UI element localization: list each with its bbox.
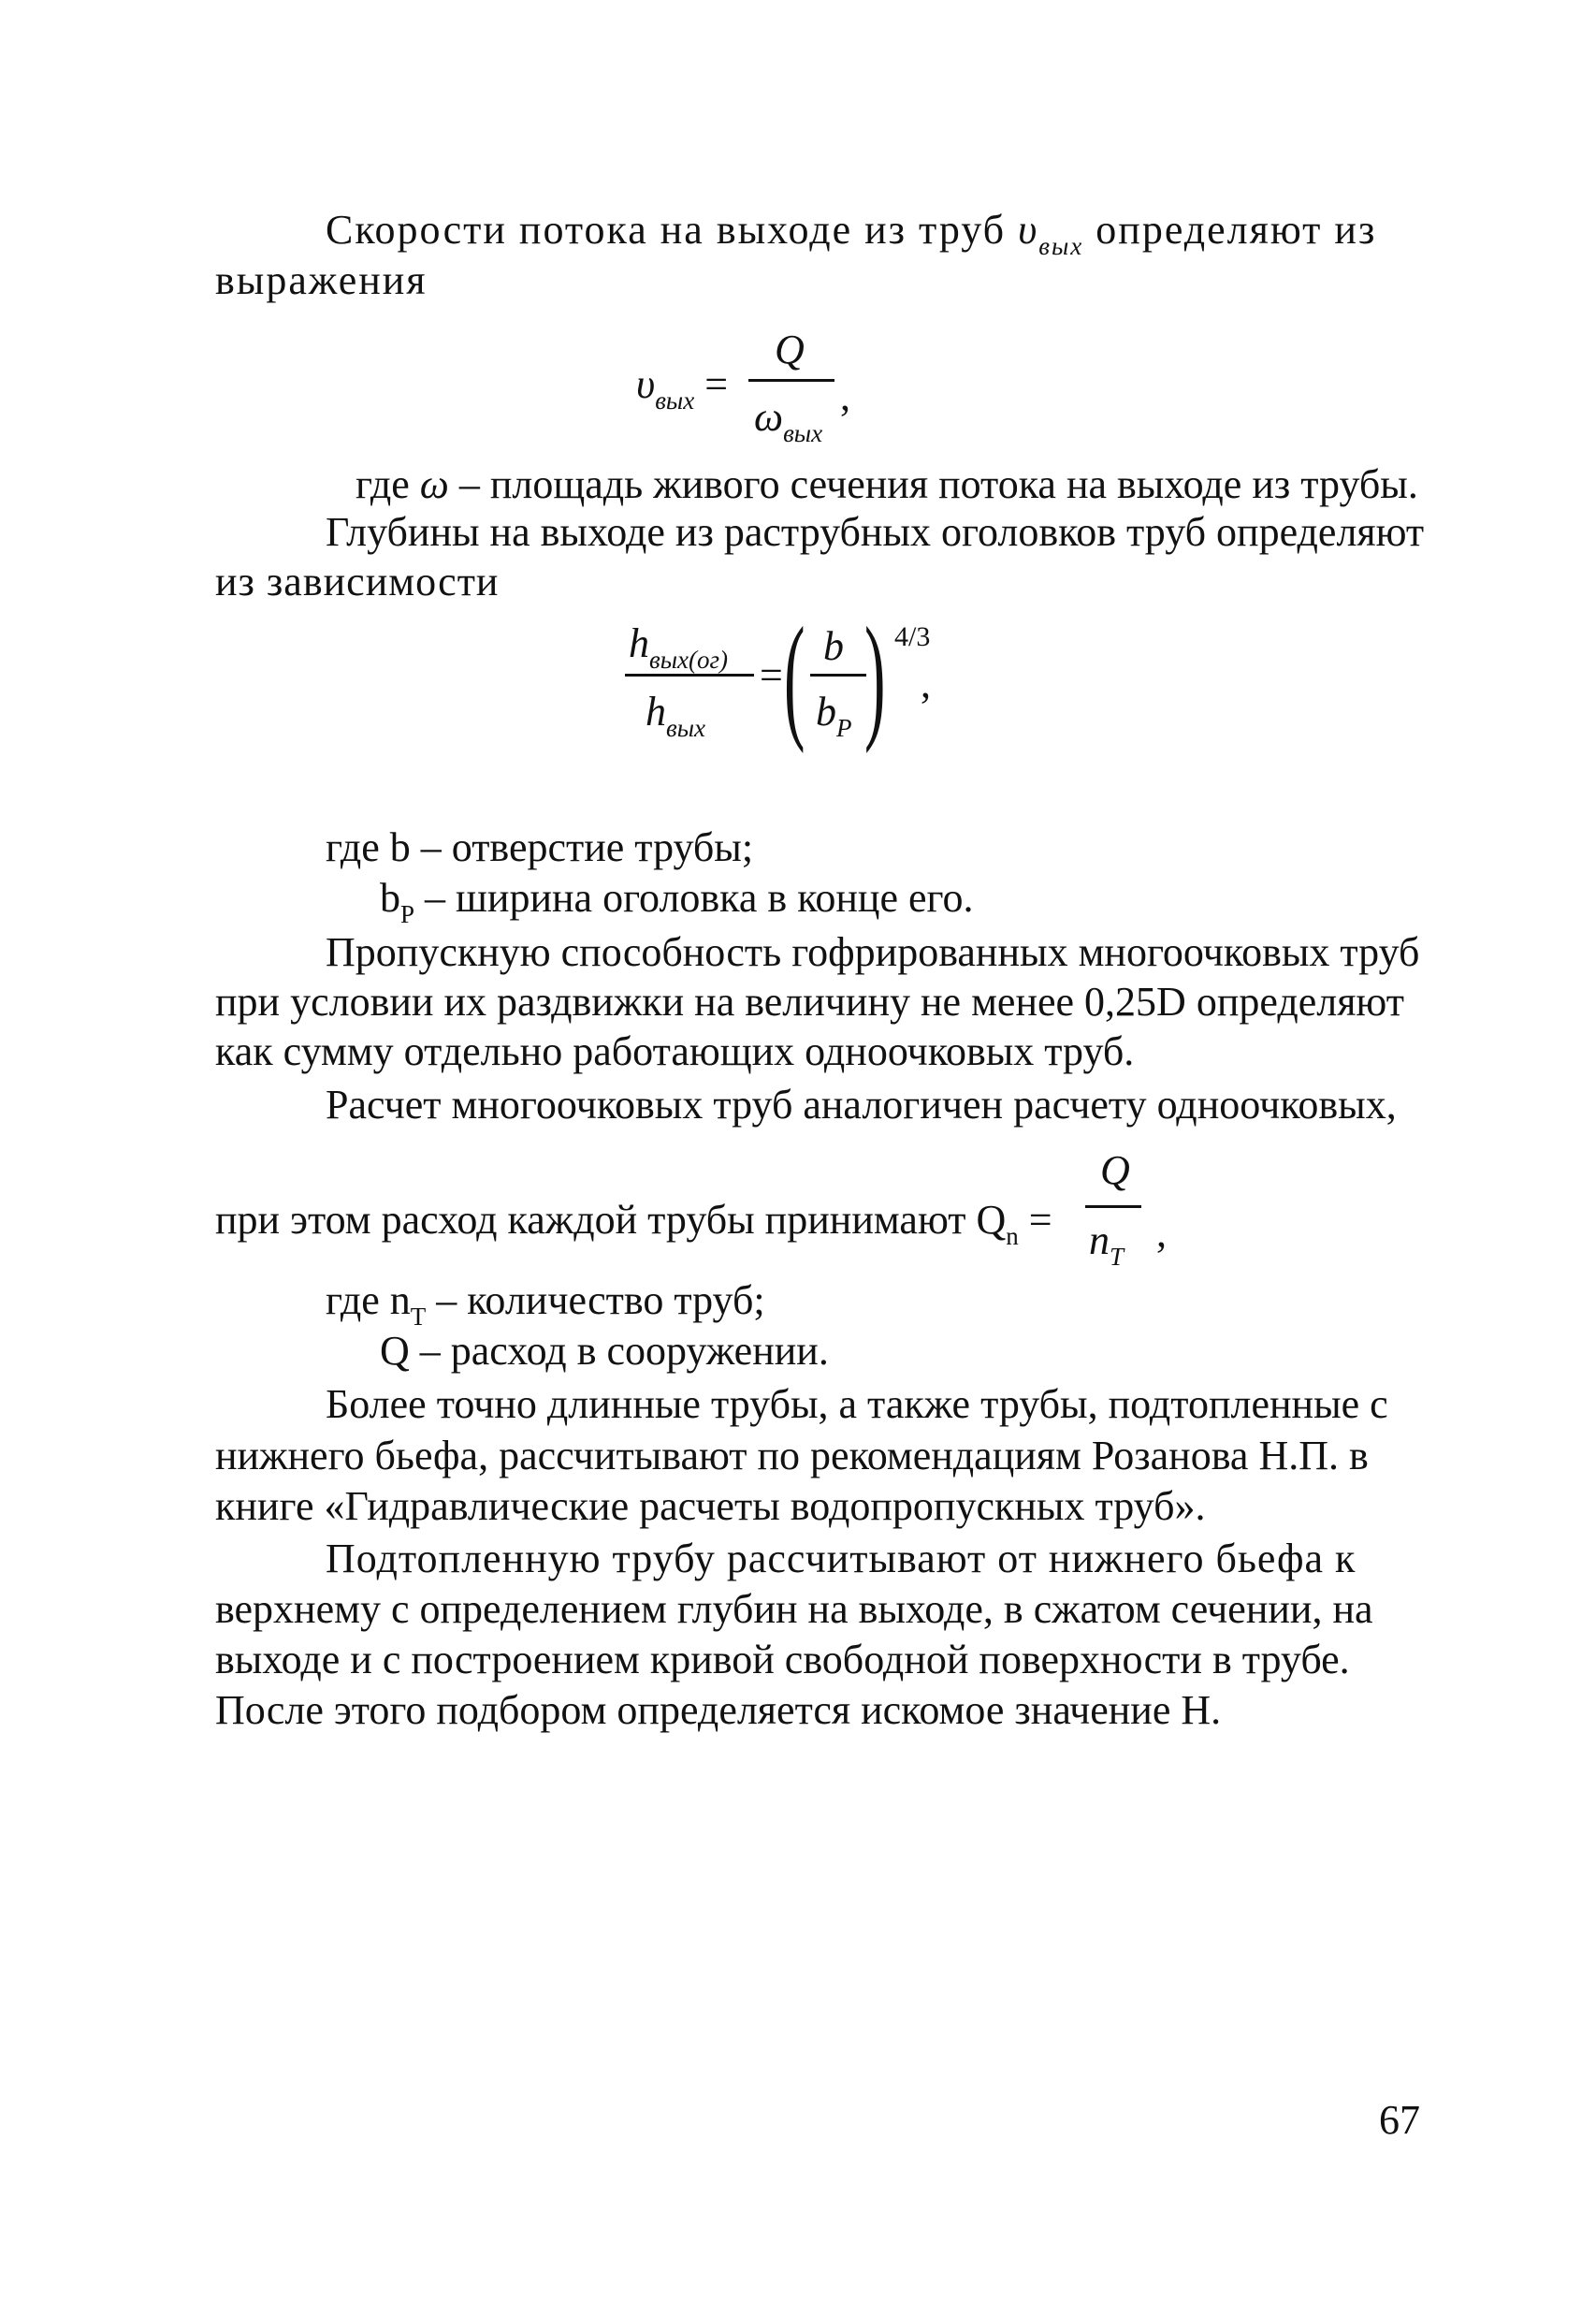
f1-denominator: $\omega_{вых}$ — [754, 394, 823, 447]
f2-left-paren: ( — [784, 599, 805, 754]
f1-fraction-bar — [748, 379, 834, 382]
f2-inner-denominator: $b_P$ — [816, 689, 852, 742]
f1-numerator: Q — [775, 327, 805, 372]
f2-inner-numerator: b — [823, 623, 844, 669]
paragraph-6-line-3: выходе и с построением кривой свободной поверхности в трубе. — [215, 1637, 1350, 1682]
page-number: 67 — [1379, 2097, 1420, 2143]
f2-fraction-bar — [625, 674, 754, 677]
paragraph-1-line-1 — [326, 206, 1413, 259]
p1-text: Скорости потока на выходе из труб — [326, 207, 1007, 253]
paragraph-5-line-1: Более точно длинные трубы, а также трубы, подтопленные с — [326, 1381, 1388, 1427]
f2-right-paren: ) — [864, 599, 886, 754]
p4-comma: , — [1156, 1210, 1167, 1256]
p4-numerator: Q — [1100, 1147, 1130, 1193]
paragraph-6-line-2: верхнему с определением глубин на выходе, в сжатом сечении, на — [215, 1586, 1373, 1632]
paragraph-3-line-1: Пропускную способность гофрированных многоочковых труб — [326, 929, 1420, 975]
f2-comma: , — [921, 661, 931, 706]
paragraph-6-line-1: Подтопленную трубу рассчитывают от нижнего бьефа к — [326, 1536, 1357, 1581]
f2-exponent: 4/3 — [894, 621, 931, 652]
definitions-1-line-1: где b – отверстие трубы; — [326, 824, 754, 870]
paragraph-2-line-2: из зависимости — [215, 559, 500, 604]
f2-denominator: $h_{вых}$ — [646, 689, 705, 742]
f2-equals: = — [760, 652, 783, 698]
paragraph-5-line-3: книге «Гидравлические расчеты водопропускных труб». — [215, 1483, 1206, 1529]
paragraph-2-line-1: Глубины на выходе из раструбных оголовков труб определяют — [326, 509, 1425, 555]
definitions-1-line-2: $b_P$ – ширина оголовка в конце его. — [380, 875, 974, 928]
paragraph-3-line-3: как сумму отдельно работающих одноочковых труб. — [215, 1028, 1135, 1074]
p1-var: υ — [1018, 207, 1039, 253]
f2-numerator: $h_{вых(ог)}$ — [629, 620, 729, 674]
p4-denominator: $n_T$ — [1089, 1217, 1124, 1271]
f1-lhs: $\upsilon_{вых}$ = — [636, 361, 729, 415]
paragraph-3-line-2: при условии их раздвижки на величину не менее 0,25D определяют — [215, 979, 1404, 1025]
p4-line-2-text: при этом расход каждой трубы принимают $Q_n$ = — [215, 1197, 1052, 1250]
paragraph-1-line-2: выражения — [215, 257, 428, 303]
paragraph-5-line-2: нижнего бьефа, рассчитывают по рекомендациям Розанова Н.П. в — [215, 1433, 1369, 1478]
definitions-2-line-1: где $n_T$ – количество труб; — [326, 1277, 765, 1331]
f1-comma: , — [840, 373, 850, 419]
paragraph-6-line-4: После этого подбором определяется искомое значение H. — [215, 1687, 1222, 1733]
paragraph-4-line-1: Расчет многоочковых труб аналогичен расчету одноочковых, — [326, 1082, 1397, 1128]
p4-fraction-bar — [1085, 1205, 1141, 1208]
p1-sub: вых — [1038, 232, 1084, 260]
formula-1-note: где ω – площадь живого сечения потока на выходе из трубы. — [355, 461, 1418, 507]
p1-tail: определяют из — [1095, 207, 1377, 253]
definitions-2-line-2: Q – расход в сооружении. — [380, 1328, 829, 1374]
f2-inner-fraction-bar — [810, 674, 866, 677]
